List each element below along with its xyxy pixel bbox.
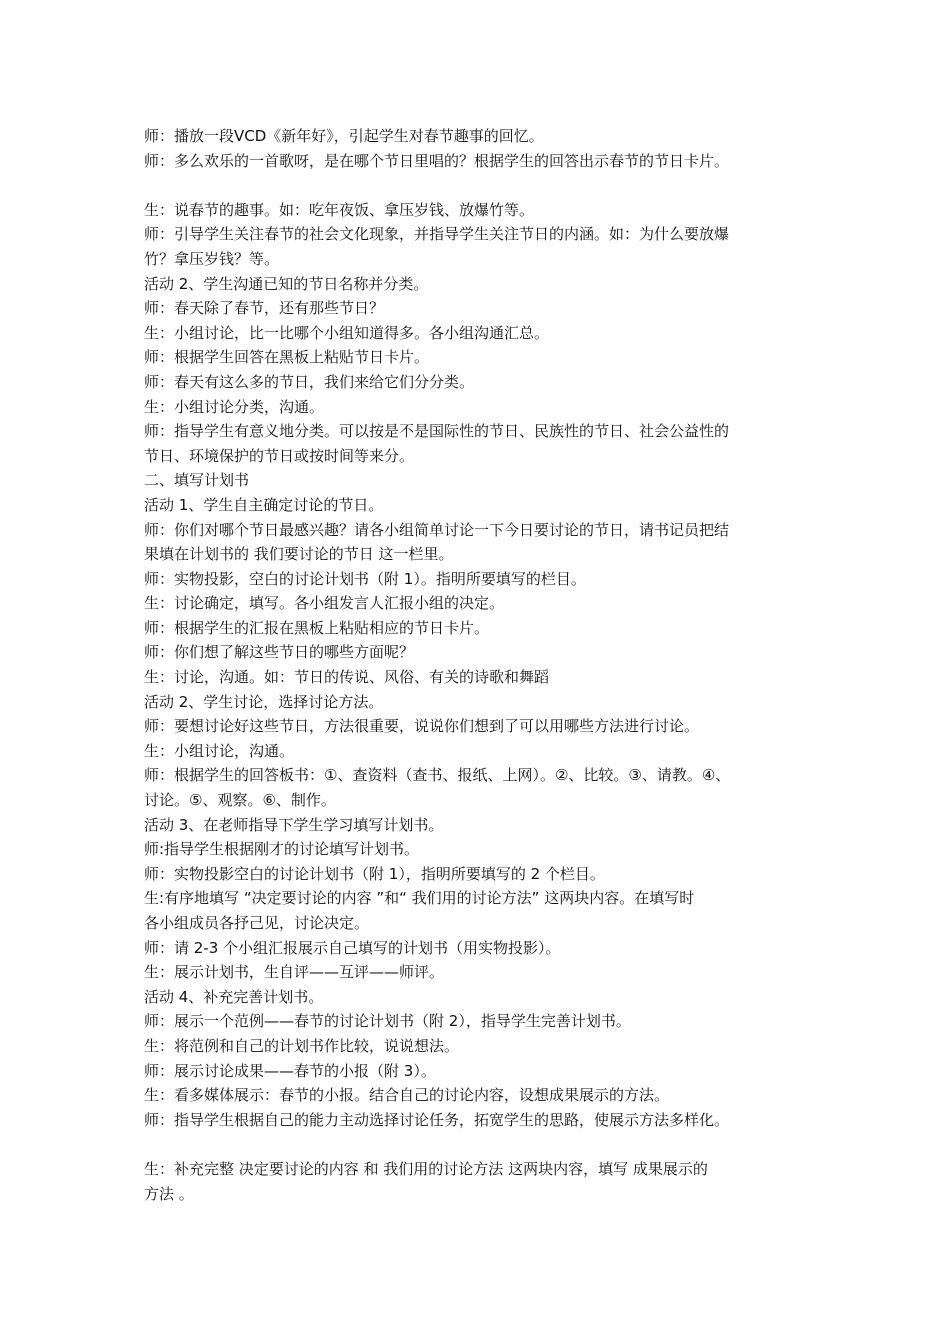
- text-line: 讨论。⑤、观察。⑥、制作。: [144, 791, 336, 810]
- text-line: 活动 3、在老师指导下学生学习填写计划书。: [144, 815, 444, 834]
- text-line: 生：讨论确定，填写。各小组发言人汇报小组的决定。: [144, 594, 505, 613]
- text-line: 生：讨论，沟通。如：节日的传说、风俗、有关的诗歌和舞蹈: [144, 668, 550, 687]
- text-line: 师：指导学生有意义地分类。可以按是不是国际性的节日、民族性的节日、社会公益性的: [144, 422, 730, 441]
- document-body: [144, 124, 820, 1206]
- text-line: 活动 2、学生讨论，选择讨论方法。: [144, 692, 384, 711]
- text-line: 生：小组讨论，比一比哪个小组知道得多。各小组沟通汇总。: [144, 323, 550, 342]
- text-line: 师：春天有这么多的节日，我们来给它们分分类。: [144, 372, 475, 391]
- blank-line: [144, 173, 820, 198]
- text-line: 活动 2、学生沟通已知的节日名称并分类。: [144, 274, 429, 293]
- text-line: 生：小组讨论分类，沟通。: [144, 397, 325, 416]
- text-line: 师：实物投影，空白的讨论计划书（附 1）。指明所要填写的栏目。: [144, 569, 586, 588]
- text-line: 师：实物投影空白的讨论计划书（附 1），指明所要填写的 2 个栏目。: [144, 864, 605, 883]
- text-line: 活动 1、学生自主确定讨论的节日。: [144, 495, 384, 514]
- text-line: 师：展示讨论成果——春节的小报（附 3）。: [144, 1061, 436, 1080]
- text-line: 各小组成员各抒己见，讨论决定。: [144, 914, 370, 932]
- text-line: 师：春天除了春节，还有那些节日？: [144, 299, 385, 318]
- text-line: 生：小组讨论，沟通。: [144, 741, 295, 760]
- text-line: 师：多么欢乐的一首歌呀，是在哪个节日里唱的？根据学生的回答出示春节的节日卡片。: [144, 151, 730, 170]
- text-line: 果填在计划书的 我们要讨论的节日 这一栏里。: [144, 545, 454, 564]
- text-line: 节日、环境保护的节日或按时间等来分。: [144, 446, 415, 465]
- text-line: 师：引导学生关注春节的社会文化现象，并指导学生关注节日的内涵。如：为什么要放爆: [144, 225, 730, 244]
- text-line: 活动 4、补充完善计划书。: [144, 987, 324, 1006]
- text-line: 师：请 2-3 个小组汇报展示自己填写的计划书（用实物投影）。: [144, 938, 561, 957]
- text-line: 师：根据学生的回答板书：①、查资料（查书、报纸、上网）。②、比较。③、请教。④、: [144, 766, 731, 785]
- text-line: 生：看多媒体展示：春节的小报。结合自己的讨论内容，设想成果展示的方法。: [144, 1086, 670, 1105]
- text-line: 师：根据学生的汇报在黑板上粘贴相应的节日卡片。: [144, 618, 490, 637]
- text-line: 生：补充完整 决定要讨论的内容 和 我们用的讨论方法 这两块内容，填写 成果展示的: [144, 1159, 708, 1178]
- text-line: 竹？拿压岁钱？等。: [144, 249, 280, 268]
- blank-line: [144, 1132, 820, 1157]
- text-line: 生：展示计划书，生自评——互评——师评。: [144, 963, 445, 982]
- text-line: 生:有序地填写 “决定要讨论的内容 ”和“ 我们用的讨论方法” 这两块内容。在填写时: [144, 889, 695, 908]
- text-line: 师：播放一段VCD《新年好》，引起学生对春节趣事的回忆。: [144, 127, 544, 145]
- text-line: 师：展示一个范例——春节的讨论计划书（附 2），指导学生完善计划书。: [144, 1012, 631, 1031]
- text-line: 师：指导学生根据自己的能力主动选择讨论任务，拓宽学生的思路，使展示方法多样化。: [144, 1110, 730, 1129]
- text-line: 二、填写计划书: [144, 471, 250, 490]
- text-line: 师：你们想了解这些节日的哪些方面呢？: [144, 643, 415, 662]
- text-line: 师：你们对哪个节日最感兴趣？请各小组简单讨论一下今日要讨论的节日，请书记员把结: [144, 520, 730, 539]
- text-line: 方法 。: [144, 1184, 194, 1203]
- text-line: 师：根据学生回答在黑板上粘贴节日卡片。: [144, 348, 430, 367]
- text-line: 师:指导学生根据刚才的讨论填写计划书。: [144, 840, 420, 859]
- text-line: 生：说春节的趣事。如：吃年夜饭、拿压岁钱、放爆竹等。: [144, 200, 535, 219]
- text-line: 生：将范例和自己的计划书作比较，说说想法。: [144, 1036, 460, 1055]
- text-line: 师：要想讨论好这些节日，方法很重要，说说你们想到了可以用哪些方法进行讨论。: [144, 717, 700, 736]
